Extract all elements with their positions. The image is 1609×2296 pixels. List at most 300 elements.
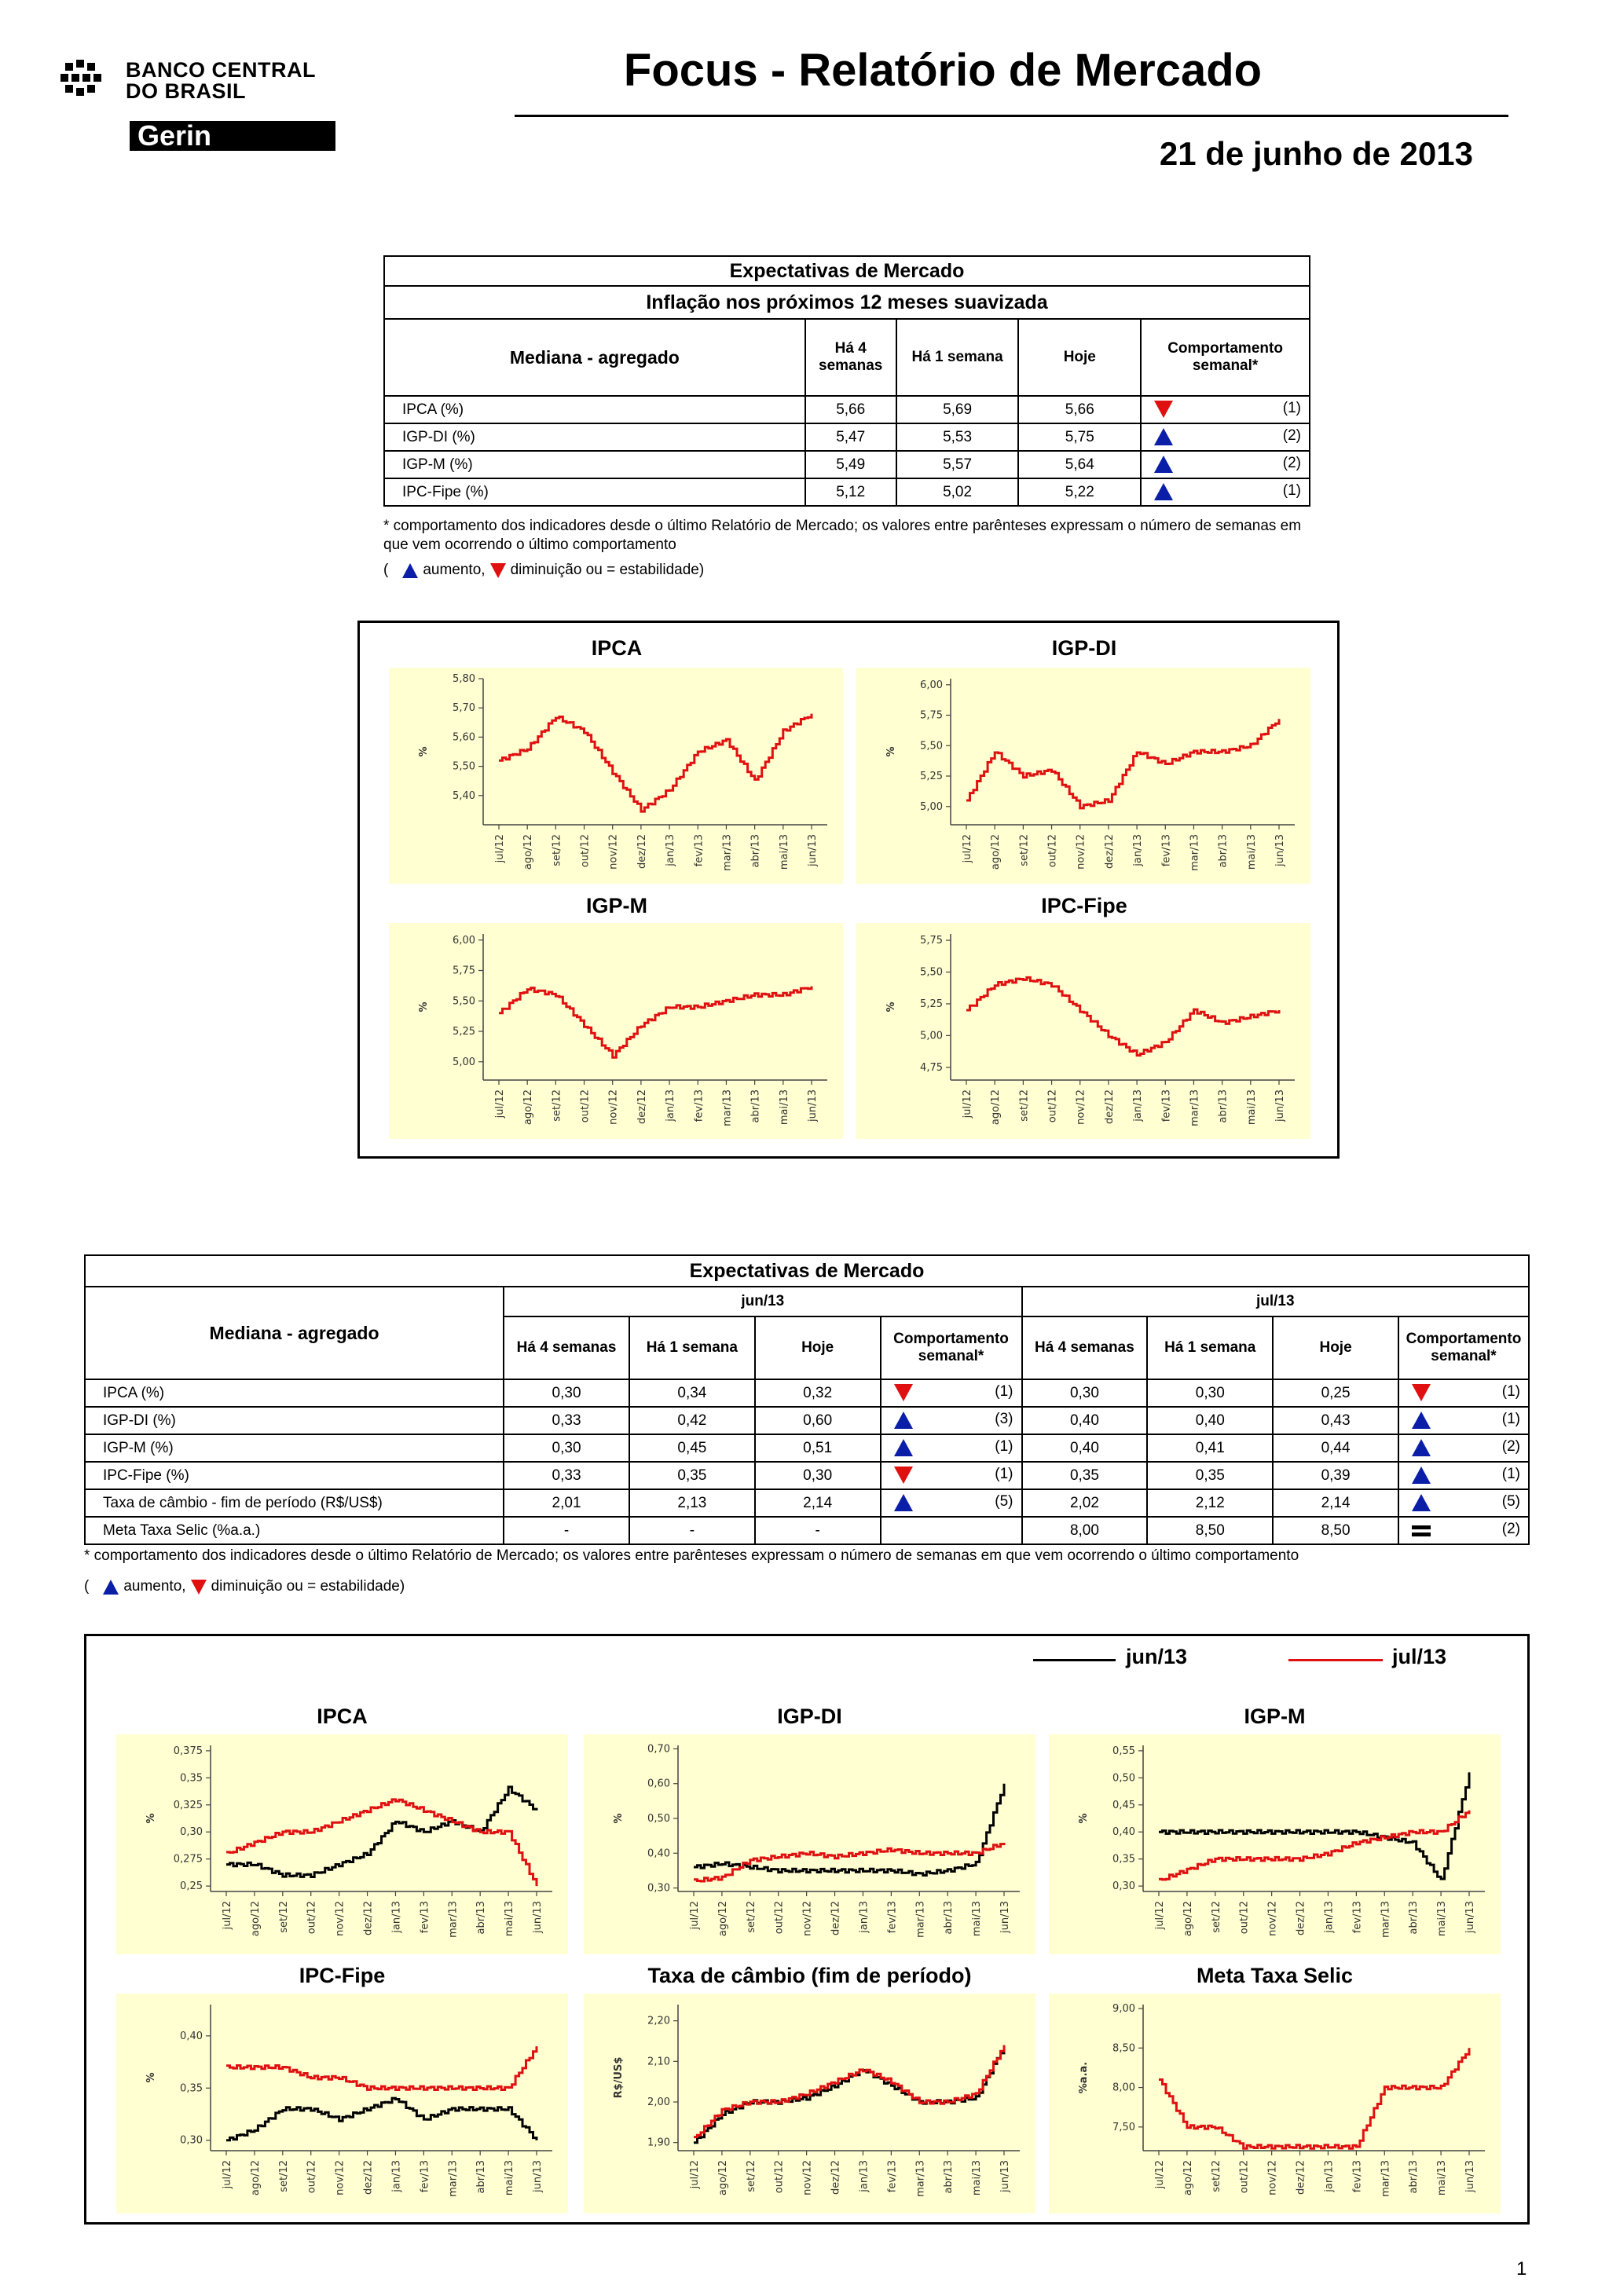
x-tick-label: nov/12 bbox=[334, 1901, 346, 1936]
y-tick-label: 5,75 bbox=[920, 935, 943, 947]
col-behavior-jul: Comportamento semanal* bbox=[1398, 1316, 1529, 1379]
x-tick-label: nov/12 bbox=[801, 1901, 814, 1936]
page-title: Focus - Relatório de Mercado bbox=[623, 45, 1263, 96]
col-4weeks: Há 4 semanas bbox=[805, 319, 896, 396]
value-4weeks: 5,47 bbox=[805, 423, 896, 451]
x-tick-label: mar/13 bbox=[447, 2160, 460, 2197]
x-tick-label: mar/13 bbox=[1189, 1089, 1201, 1126]
x-tick-label: mai/13 bbox=[778, 1089, 790, 1126]
y-tick-label: 8,50 bbox=[1112, 2042, 1135, 2055]
x-tick-label: dez/12 bbox=[1295, 2160, 1307, 2195]
x-tick-label: dez/12 bbox=[1103, 834, 1116, 869]
col-4weeks-jun: Há 4 semanas bbox=[504, 1316, 629, 1379]
col-median: Mediana - agregado bbox=[384, 319, 805, 396]
x-tick-label: jun/13 bbox=[807, 1089, 819, 1122]
x-tick-label: out/12 bbox=[579, 1089, 592, 1123]
x-tick-label: dez/12 bbox=[362, 2160, 375, 2195]
y-tick-label: 9,00 bbox=[1112, 2003, 1135, 2016]
y-axis-label: %a.a. bbox=[1078, 2061, 1090, 2094]
x-tick-label: mai/13 bbox=[504, 2160, 516, 2196]
increase-icon bbox=[1154, 483, 1173, 500]
x-tick-label: mai/13 bbox=[971, 1901, 984, 1937]
x-tick-label: fev/13 bbox=[419, 1901, 431, 1934]
y-tick-label: 0,40 bbox=[647, 1847, 670, 1860]
x-tick-label: abr/13 bbox=[475, 2160, 488, 2194]
x-tick-label: ago/12 bbox=[1182, 2160, 1194, 2196]
chart-selic-monthly bbox=[1049, 1994, 1501, 2214]
y-axis-label: % bbox=[885, 1002, 897, 1013]
jul-today: 0,39 bbox=[1273, 1462, 1398, 1489]
x-tick-label: nov/12 bbox=[1266, 1901, 1279, 1936]
x-tick-label: set/12 bbox=[1210, 1901, 1222, 1933]
row-label: IGP-DI (%) bbox=[384, 423, 805, 451]
x-tick-label: set/12 bbox=[745, 2160, 757, 2192]
col-today-jun: Hoje bbox=[755, 1316, 881, 1379]
y-tick-label: 6,00 bbox=[453, 934, 475, 947]
table1-subtitle: Inflação nos próximos 12 meses suavizada bbox=[384, 286, 1310, 319]
x-tick-label: set/12 bbox=[551, 1089, 563, 1122]
jul-weeks: (1) bbox=[1501, 1466, 1520, 1482]
x-tick-label: fev/13 bbox=[1160, 1089, 1173, 1122]
jul-weeks: (5) bbox=[1501, 1493, 1520, 1510]
x-tick-label: abr/13 bbox=[1217, 1089, 1230, 1123]
jul-1week: 0,30 bbox=[1147, 1379, 1273, 1407]
jun-today: 2,14 bbox=[755, 1489, 881, 1517]
increase-icon bbox=[1412, 1467, 1431, 1484]
jul-4weeks: 0,35 bbox=[1022, 1462, 1148, 1489]
row-weeks: (2) bbox=[1282, 427, 1301, 444]
value-1week: 5,57 bbox=[896, 451, 1019, 478]
jun-weeks: (1) bbox=[995, 1466, 1013, 1482]
x-tick-label: jun/13 bbox=[1274, 834, 1286, 867]
col-today: Hoje bbox=[1018, 319, 1141, 396]
y-tick-label: 0,35 bbox=[1112, 1853, 1135, 1866]
chart-title-m-igpdi: IGP-DI bbox=[777, 1705, 842, 1728]
increase-icon bbox=[1412, 1494, 1431, 1511]
chart-igpm-12m bbox=[389, 923, 843, 1139]
x-tick-label: set/12 bbox=[277, 1901, 290, 1933]
col-median: Mediana - agregado bbox=[85, 1287, 504, 1379]
jul-4weeks: 0,40 bbox=[1022, 1434, 1148, 1462]
chart-title-m-igpm: IGP-M bbox=[1244, 1705, 1306, 1728]
x-tick-label: jan/13 bbox=[665, 834, 677, 866]
legend-jun-swatch bbox=[1033, 1659, 1116, 1661]
y-tick-label: 0,40 bbox=[180, 2030, 203, 2042]
jul-behavior bbox=[1398, 1517, 1529, 1544]
jul-1week: 0,41 bbox=[1147, 1434, 1273, 1462]
legend-open: ( bbox=[383, 562, 389, 578]
row-weeks: (1) bbox=[1282, 482, 1301, 499]
jul-1week: 0,40 bbox=[1147, 1407, 1273, 1434]
col-1week: Há 1 semana bbox=[896, 319, 1019, 396]
decrease-icon bbox=[894, 1384, 913, 1401]
x-tick-label: jul/12 bbox=[1154, 2160, 1166, 2189]
x-tick-label: jan/13 bbox=[390, 1901, 403, 1933]
y-tick-label: 5,25 bbox=[920, 998, 943, 1010]
stable-icon bbox=[1412, 1522, 1431, 1539]
legend-down-text: diminuição ou = estabilidade) bbox=[211, 1578, 405, 1595]
chart-title-m-cambio: Taxa de câmbio (fim de período) bbox=[647, 1964, 972, 1987]
jul-behavior bbox=[1398, 1407, 1529, 1434]
y-axis-label: % bbox=[885, 746, 897, 757]
decrease-icon bbox=[191, 1580, 207, 1595]
jun-1week: 0,35 bbox=[629, 1462, 755, 1489]
y-tick-label: 0,375 bbox=[173, 1745, 203, 1757]
x-tick-label: jun/13 bbox=[532, 2160, 544, 2193]
x-tick-label: mai/13 bbox=[1436, 1901, 1449, 1937]
series-legend bbox=[1033, 1645, 1505, 1672]
increase-icon bbox=[894, 1439, 913, 1456]
x-tick-label: set/12 bbox=[745, 1901, 757, 1933]
table2-title: Expectativas de Mercado bbox=[85, 1255, 1529, 1287]
y-tick-label: 7,50 bbox=[1112, 2121, 1135, 2133]
x-tick-label: abr/13 bbox=[475, 1901, 488, 1935]
group-jul13: jul/13 bbox=[1022, 1287, 1530, 1316]
y-tick-label: 5,50 bbox=[453, 995, 475, 1008]
x-tick-label: fev/13 bbox=[693, 834, 706, 867]
x-tick-label: jan/13 bbox=[390, 2160, 403, 2192]
table-row bbox=[85, 1517, 1529, 1544]
y-tick-label: 0,60 bbox=[647, 1778, 670, 1790]
table1-title: Expectativas de Mercado bbox=[384, 256, 1310, 286]
x-tick-label: abr/13 bbox=[943, 2160, 955, 2194]
x-tick-label: jul/12 bbox=[494, 834, 506, 863]
value-1week: 5,69 bbox=[896, 396, 1019, 423]
x-tick-label: ago/12 bbox=[249, 1901, 262, 1937]
chart-igpm-monthly bbox=[1049, 1734, 1501, 1954]
x-tick-label: abr/13 bbox=[750, 1089, 762, 1123]
value-4weeks: 5,49 bbox=[805, 451, 896, 478]
x-tick-label: fev/13 bbox=[886, 2160, 899, 2193]
x-tick-label: jun/13 bbox=[807, 834, 819, 867]
jul-today: 0,25 bbox=[1273, 1379, 1398, 1407]
jul-today: 8,50 bbox=[1273, 1517, 1398, 1544]
row-behavior bbox=[1141, 451, 1310, 478]
legend-up-text: aumento, bbox=[123, 1578, 186, 1595]
table-row bbox=[384, 423, 1310, 451]
decrease-icon bbox=[894, 1467, 913, 1484]
table1-note: * comportamento dos indicadores desde o último Relatório de Mercado; os valores entre parênteses expressam o número de semanas em que vem ocorrendo o último comportamento bbox=[383, 518, 1302, 553]
jul-weeks: (1) bbox=[1501, 1411, 1520, 1427]
y-tick-label: 2,00 bbox=[647, 2096, 670, 2108]
table2-note: * comportamento dos indicadores desde o último Relatório de Mercado; os valores entre parênteses expressam o número de semanas em que vem ocorrendo o último comportamento bbox=[84, 1547, 1299, 1564]
x-tick-label: out/12 bbox=[579, 834, 592, 868]
value-today: 5,64 bbox=[1018, 451, 1141, 478]
row-label: IPC-Fipe (%) bbox=[384, 478, 805, 506]
x-tick-label: jul/12 bbox=[222, 2160, 233, 2189]
chart-title-m-ipca: IPCA bbox=[317, 1705, 368, 1728]
row-label: IGP-DI (%) bbox=[85, 1407, 504, 1434]
chart-title-ipca: IPCA bbox=[591, 636, 643, 660]
jun-1week: - bbox=[629, 1517, 755, 1544]
y-tick-label: 5,80 bbox=[453, 673, 475, 685]
jun-behavior bbox=[881, 1434, 1022, 1462]
legend-jun-label: jun/13 bbox=[1126, 1645, 1188, 1668]
x-tick-label: jan/13 bbox=[665, 1089, 677, 1122]
jun-behavior bbox=[881, 1462, 1022, 1489]
x-tick-label: ago/12 bbox=[522, 834, 535, 870]
x-tick-label: jul/12 bbox=[962, 1089, 973, 1119]
x-tick-label: nov/12 bbox=[607, 834, 620, 870]
chart-title-igpm: IGP-M bbox=[586, 894, 647, 917]
jun-1week: 0,34 bbox=[629, 1379, 755, 1407]
jul-1week: 2,12 bbox=[1147, 1489, 1273, 1517]
chart-igpdi-monthly bbox=[584, 1734, 1035, 1954]
col-1week-jul: Há 1 semana bbox=[1147, 1316, 1273, 1379]
table-row bbox=[85, 1462, 1529, 1489]
x-tick-label: jun/13 bbox=[999, 2160, 1011, 2193]
legend-open: ( bbox=[84, 1578, 90, 1595]
x-tick-label: jul/12 bbox=[689, 1901, 701, 1930]
x-tick-label: nov/12 bbox=[801, 2160, 814, 2195]
x-tick-label: mai/13 bbox=[1245, 1089, 1258, 1126]
x-tick-label: fev/13 bbox=[419, 2160, 431, 2193]
y-axis-label: % bbox=[1078, 1813, 1090, 1824]
x-tick-label: nov/12 bbox=[334, 2160, 346, 2195]
jul-behavior bbox=[1398, 1434, 1529, 1462]
x-tick-label: dez/12 bbox=[1295, 1901, 1307, 1935]
x-tick-label: fev/13 bbox=[886, 1901, 899, 1934]
jul-behavior bbox=[1398, 1462, 1529, 1489]
x-tick-label: mar/13 bbox=[1189, 834, 1201, 871]
jun-weeks: (1) bbox=[995, 1438, 1013, 1455]
increase-icon bbox=[894, 1412, 913, 1429]
x-tick-label: set/12 bbox=[1210, 2160, 1222, 2192]
jul-4weeks: 2,02 bbox=[1022, 1489, 1148, 1517]
chart-ipcfipe-12m bbox=[856, 923, 1310, 1139]
jun-behavior bbox=[881, 1379, 1022, 1407]
x-tick-label: ago/12 bbox=[990, 834, 1002, 870]
decrease-icon bbox=[490, 563, 506, 578]
x-tick-label: jan/13 bbox=[1323, 1901, 1336, 1933]
value-today: 5,75 bbox=[1018, 423, 1141, 451]
x-tick-label: dez/12 bbox=[830, 1901, 842, 1935]
y-tick-label: 6,00 bbox=[920, 679, 943, 691]
table-row bbox=[384, 396, 1310, 423]
y-tick-label: 2,10 bbox=[647, 2056, 670, 2068]
y-tick-label: 0,35 bbox=[180, 2082, 203, 2095]
x-tick-label: jun/13 bbox=[532, 1901, 544, 1934]
x-tick-label: jul/12 bbox=[689, 2160, 701, 2189]
y-axis-label: % bbox=[418, 746, 430, 757]
jun-today: 0,32 bbox=[755, 1379, 881, 1407]
row-label: IGP-M (%) bbox=[85, 1434, 504, 1462]
table-row bbox=[85, 1379, 1529, 1407]
decrease-icon bbox=[1154, 401, 1173, 418]
jul-weeks: (2) bbox=[1501, 1521, 1520, 1537]
x-tick-label: fev/13 bbox=[1351, 1901, 1364, 1934]
y-tick-label: 5,50 bbox=[920, 740, 943, 753]
table1-legend bbox=[383, 561, 704, 580]
y-tick-label: 0,30 bbox=[1112, 1880, 1135, 1893]
x-tick-label: mar/13 bbox=[1380, 2160, 1392, 2197]
x-tick-label: jul/12 bbox=[222, 1901, 233, 1930]
jun-today: 0,30 bbox=[755, 1462, 881, 1489]
x-tick-label: abr/13 bbox=[750, 834, 762, 868]
legend-down-text: diminuição ou = estabilidade) bbox=[510, 562, 705, 578]
jun-1week: 2,13 bbox=[629, 1489, 755, 1517]
chart-title-igpdi: IGP-DI bbox=[1051, 636, 1117, 660]
chart-ipca-monthly bbox=[116, 1734, 568, 1954]
table-row bbox=[85, 1434, 1529, 1462]
jul-today: 0,43 bbox=[1273, 1407, 1398, 1434]
x-tick-label: ago/12 bbox=[717, 1901, 729, 1937]
x-tick-label: mar/13 bbox=[721, 1089, 734, 1126]
jun-4weeks: 0,30 bbox=[504, 1379, 629, 1407]
y-tick-label: 0,275 bbox=[173, 1853, 203, 1866]
x-tick-label: jan/13 bbox=[1132, 1089, 1145, 1122]
jun-4weeks: 0,33 bbox=[504, 1462, 629, 1489]
table-row bbox=[85, 1407, 1529, 1434]
x-tick-label: dez/12 bbox=[1103, 1089, 1116, 1124]
col-1week-jun: Há 1 semana bbox=[629, 1316, 755, 1379]
x-tick-label: fev/13 bbox=[693, 1089, 706, 1122]
jul-4weeks: 8,00 bbox=[1022, 1517, 1148, 1544]
x-tick-label: nov/12 bbox=[607, 1089, 620, 1125]
x-tick-label: jun/13 bbox=[1464, 2160, 1476, 2193]
chart-title-m-ipcfipe: IPC-Fipe bbox=[299, 1964, 386, 1987]
row-behavior bbox=[1141, 423, 1310, 451]
x-tick-label: out/12 bbox=[1046, 1089, 1059, 1123]
row-weeks: (1) bbox=[1282, 400, 1301, 416]
row-label: IPCA (%) bbox=[85, 1379, 504, 1407]
x-tick-label: jun/13 bbox=[1274, 1089, 1286, 1122]
x-tick-label: ago/12 bbox=[717, 2160, 729, 2196]
jul-1week: 8,50 bbox=[1147, 1517, 1273, 1544]
col-4weeks-jul: Há 4 semanas bbox=[1022, 1316, 1148, 1379]
bank-name-line2: DO BRASIL bbox=[126, 79, 246, 103]
jul-today: 2,14 bbox=[1273, 1489, 1398, 1517]
decrease-icon bbox=[1412, 1384, 1431, 1401]
y-tick-label: 0,30 bbox=[180, 1826, 203, 1839]
title-divider bbox=[515, 115, 1508, 117]
y-tick-label: 0,40 bbox=[1112, 1826, 1135, 1839]
table-row bbox=[384, 451, 1310, 478]
x-tick-label: out/12 bbox=[1238, 1901, 1251, 1935]
increase-icon bbox=[103, 1580, 119, 1595]
chart-ipca-12m bbox=[389, 668, 843, 884]
x-tick-label: mar/13 bbox=[447, 1901, 460, 1938]
legend-jul-swatch bbox=[1288, 1659, 1383, 1661]
jul-4weeks: 0,40 bbox=[1022, 1407, 1148, 1434]
chart-cambio-monthly bbox=[584, 1994, 1035, 2214]
jun-weeks: (1) bbox=[995, 1383, 1013, 1400]
col-behavior: Comportamento semanal* bbox=[1141, 319, 1310, 396]
x-tick-label: jul/12 bbox=[1154, 1901, 1166, 1930]
x-tick-label: out/12 bbox=[773, 2160, 786, 2194]
x-tick-label: mar/13 bbox=[1380, 1901, 1392, 1938]
y-tick-label: 5,40 bbox=[453, 789, 475, 802]
jul-behavior bbox=[1398, 1379, 1529, 1407]
y-axis-label: R$/US$ bbox=[613, 2056, 625, 2099]
y-tick-label: 0,50 bbox=[647, 1813, 670, 1825]
row-behavior bbox=[1141, 396, 1310, 423]
x-tick-label: abr/13 bbox=[1408, 2160, 1420, 2194]
x-tick-label: ago/12 bbox=[522, 1089, 535, 1126]
y-tick-label: 5,25 bbox=[453, 1026, 475, 1038]
y-tick-label: 2,20 bbox=[647, 2015, 670, 2027]
inflation-12m-table bbox=[383, 255, 1310, 507]
x-tick-label: jun/13 bbox=[999, 1901, 1011, 1934]
y-tick-label: 0,45 bbox=[1112, 1799, 1135, 1811]
x-tick-label: mai/13 bbox=[971, 2160, 984, 2196]
value-1week: 5,53 bbox=[896, 423, 1019, 451]
y-tick-label: 8,00 bbox=[1112, 2082, 1135, 2094]
x-tick-label: nov/12 bbox=[1266, 2160, 1279, 2195]
increase-icon bbox=[894, 1494, 913, 1511]
y-axis-label: % bbox=[145, 2072, 157, 2083]
y-tick-label: 0,30 bbox=[180, 2134, 203, 2147]
x-tick-label: dez/12 bbox=[362, 1901, 375, 1935]
y-axis-label: % bbox=[145, 1813, 157, 1824]
jul-today: 0,44 bbox=[1273, 1434, 1398, 1462]
jun-today: 0,51 bbox=[755, 1434, 881, 1462]
jun-weeks: (5) bbox=[995, 1493, 1013, 1510]
increase-icon bbox=[1412, 1439, 1431, 1456]
table-row bbox=[384, 478, 1310, 506]
report-date: 21 de junho de 2013 bbox=[1159, 135, 1473, 172]
y-tick-label: 5,70 bbox=[453, 702, 475, 715]
y-tick-label: 0,70 bbox=[647, 1743, 670, 1756]
y-tick-label: 1,90 bbox=[647, 2137, 670, 2149]
bank-logo-icon bbox=[59, 58, 108, 104]
y-tick-label: 0,30 bbox=[647, 1882, 670, 1895]
jul-weeks: (1) bbox=[1501, 1383, 1520, 1400]
row-label: IPC-Fipe (%) bbox=[85, 1462, 504, 1489]
x-tick-label: mar/13 bbox=[914, 1901, 927, 1938]
x-tick-label: set/12 bbox=[1018, 834, 1031, 866]
increase-icon bbox=[402, 563, 418, 578]
jun-4weeks: 0,33 bbox=[504, 1407, 629, 1434]
y-tick-label: 0,35 bbox=[180, 1772, 203, 1785]
x-tick-label: jan/13 bbox=[858, 1901, 870, 1933]
bank-logo bbox=[59, 55, 334, 153]
jun-1week: 0,45 bbox=[629, 1434, 755, 1462]
jun-behavior bbox=[881, 1407, 1022, 1434]
legend-up-text: aumento, bbox=[423, 562, 486, 578]
x-tick-label: ago/12 bbox=[1182, 1901, 1194, 1937]
row-label: Taxa de câmbio - fim de período (R$/US$) bbox=[85, 1489, 504, 1517]
value-4weeks: 5,66 bbox=[805, 396, 896, 423]
jun-behavior bbox=[881, 1517, 1022, 1544]
y-axis-label: % bbox=[613, 1813, 625, 1824]
x-tick-label: fev/13 bbox=[1351, 2160, 1364, 2193]
col-behavior-jun: Comportamento semanal* bbox=[881, 1316, 1022, 1379]
x-tick-label: dez/12 bbox=[830, 2160, 842, 2195]
jun-4weeks: - bbox=[504, 1517, 629, 1544]
x-tick-label: abr/13 bbox=[1408, 1901, 1420, 1935]
increase-icon bbox=[1154, 456, 1173, 473]
x-tick-label: ago/12 bbox=[249, 2160, 262, 2196]
x-tick-label: out/12 bbox=[1046, 834, 1059, 868]
table2-legend bbox=[84, 1577, 405, 1596]
increase-icon bbox=[1154, 428, 1173, 445]
x-tick-label: mai/13 bbox=[1436, 2160, 1449, 2196]
y-tick-label: 5,50 bbox=[453, 760, 475, 773]
x-tick-label: set/12 bbox=[551, 834, 563, 866]
y-tick-label: 5,75 bbox=[453, 965, 475, 977]
y-tick-label: 0,325 bbox=[173, 1799, 203, 1811]
x-tick-label: dez/12 bbox=[636, 834, 648, 869]
chart-igpdi-12m bbox=[856, 668, 1310, 884]
x-tick-label: mar/13 bbox=[914, 2160, 927, 2197]
jul-weeks: (2) bbox=[1501, 1438, 1520, 1455]
jul-1week: 0,35 bbox=[1147, 1462, 1273, 1489]
value-today: 5,22 bbox=[1018, 478, 1141, 506]
jul-behavior bbox=[1398, 1489, 1529, 1517]
value-1week: 5,02 bbox=[896, 478, 1019, 506]
group-jun13: jun/13 bbox=[504, 1287, 1021, 1316]
